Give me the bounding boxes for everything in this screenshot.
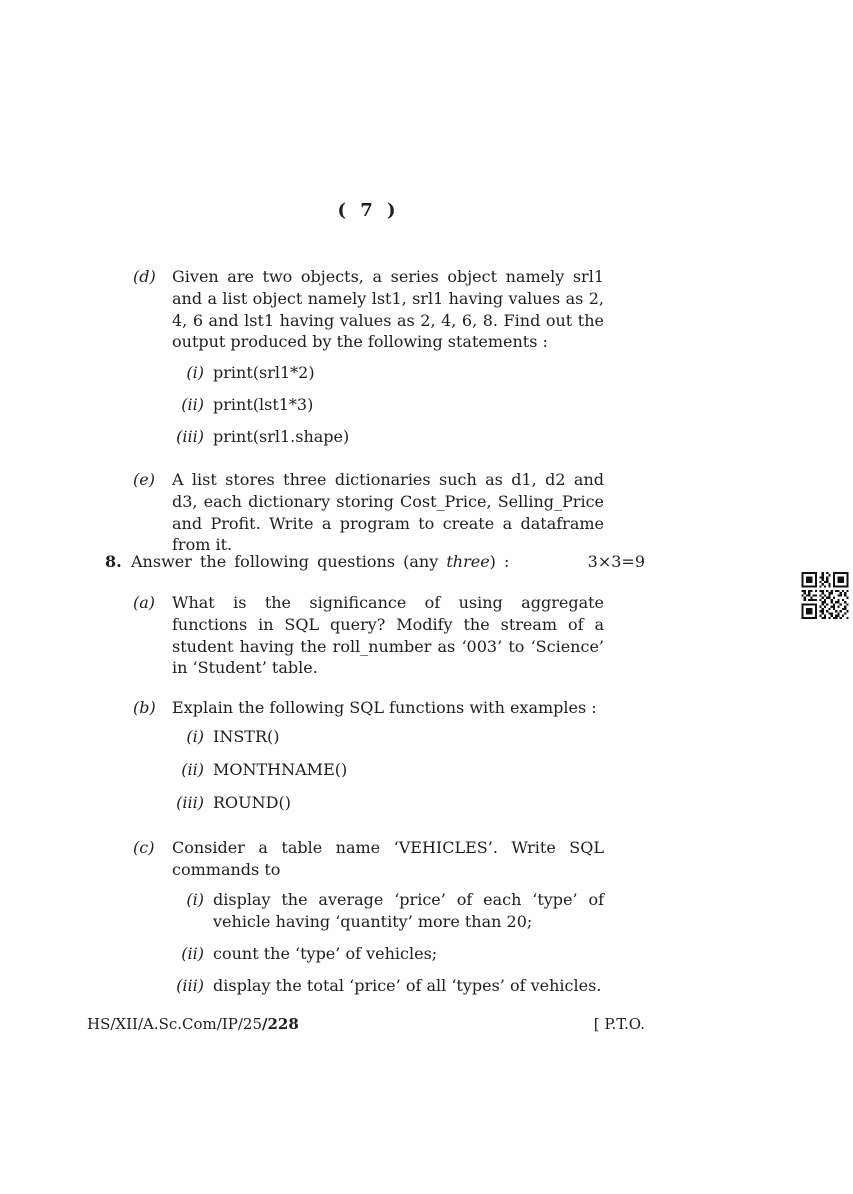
paper-code-text: HS/XII/A.Sc.Com/IP/25 <box>87 1015 262 1033</box>
question-8b-subitems <box>133 726 604 814</box>
prompt-italic-word: three <box>446 552 490 571</box>
question-8a-body: What is the significance of using aggregate functions in SQL query? Modify the stream of a student having the roll_number as ‘003’ to ‘Science’ in ‘Student’ table. <box>172 593 604 678</box>
prompt-text: Answer the following questions (any <box>131 552 447 571</box>
question-8-marks: 3×3=9 <box>587 552 645 571</box>
question-7d-body: Given are two objects, a series object namely srl1 and a list object namely lst1, srl1 having values as 2, 4, 6 and lst1 having values as 2, 4, 6, 8. Find out the output produced by the following statements : <box>172 267 604 352</box>
list-item <box>133 975 604 997</box>
subitem-label: (ii) <box>181 944 204 963</box>
question-8-number: 8. <box>105 552 122 571</box>
question-7d <box>133 266 604 353</box>
subitem-text: MONTHNAME() <box>213 760 348 779</box>
question-8a <box>133 592 604 679</box>
question-8c-subitems <box>133 889 604 997</box>
question-8-prompt <box>131 551 588 573</box>
subitem-text: print(lst1*3) <box>213 395 314 414</box>
list-item <box>133 889 604 933</box>
page-number: ( 7 ) <box>337 200 400 221</box>
subitem-label: (iii) <box>176 976 204 995</box>
pto-label: [ P.T.O. <box>593 1015 645 1033</box>
list-item <box>133 362 604 384</box>
subitem-text: count the ‘type’ of vehicles; <box>213 944 438 963</box>
list-item <box>133 943 604 965</box>
subitem-label: (i) <box>186 363 204 382</box>
question-7d-label: (d) <box>133 267 156 286</box>
question-8-heading <box>105 551 645 573</box>
subitem-label: (i) <box>186 890 204 909</box>
subitem-label: (ii) <box>181 760 204 779</box>
list-item <box>133 759 604 781</box>
paper-code <box>87 1015 299 1033</box>
subitem-text: display the total ‘price’ of all ‘types’ of vehicles. <box>213 976 602 995</box>
question-7e-label: (e) <box>133 470 155 489</box>
question-8b-body: Explain the following SQL functions with examples : <box>172 698 597 717</box>
question-8b-label: (b) <box>133 698 156 717</box>
list-item <box>133 792 604 814</box>
question-8c-body: Consider a table name ‘VEHICLES’. Write SQL commands to <box>172 838 604 879</box>
paper-code-bold: /228 <box>261 1015 299 1033</box>
list-item <box>133 426 604 448</box>
question-8c-label: (c) <box>133 838 155 857</box>
subitem-label: (i) <box>186 727 204 746</box>
prompt-text: ) : <box>489 552 510 571</box>
subitem-text: print(srl1*2) <box>213 363 315 382</box>
qr-code-icon <box>800 572 850 619</box>
list-item <box>133 394 604 416</box>
subitem-label: (iii) <box>176 427 204 446</box>
question-8a-label: (a) <box>133 593 156 612</box>
list-item <box>133 726 604 748</box>
question-8b <box>133 697 604 719</box>
question-7d-subitems <box>133 362 604 448</box>
page-footer <box>87 1015 645 1033</box>
subitem-text: INSTR() <box>213 727 280 746</box>
subitem-label: (ii) <box>181 395 204 414</box>
subitem-text: print(srl1.shape) <box>213 427 350 446</box>
question-7e <box>133 469 604 556</box>
subitem-label: (iii) <box>176 793 204 812</box>
subitem-text: ROUND() <box>213 793 291 812</box>
subitem-text: display the average ‘price’ of each ‘type’ of vehicle having ‘quantity’ more than 20; <box>213 890 604 931</box>
question-7e-body: A list stores three dictionaries such as d1, d2 and d3, each dictionary storing Cost_Price, Selling_Price and Profit. Write a program to create a dataframe from it. <box>172 470 604 555</box>
question-8c <box>133 837 604 881</box>
